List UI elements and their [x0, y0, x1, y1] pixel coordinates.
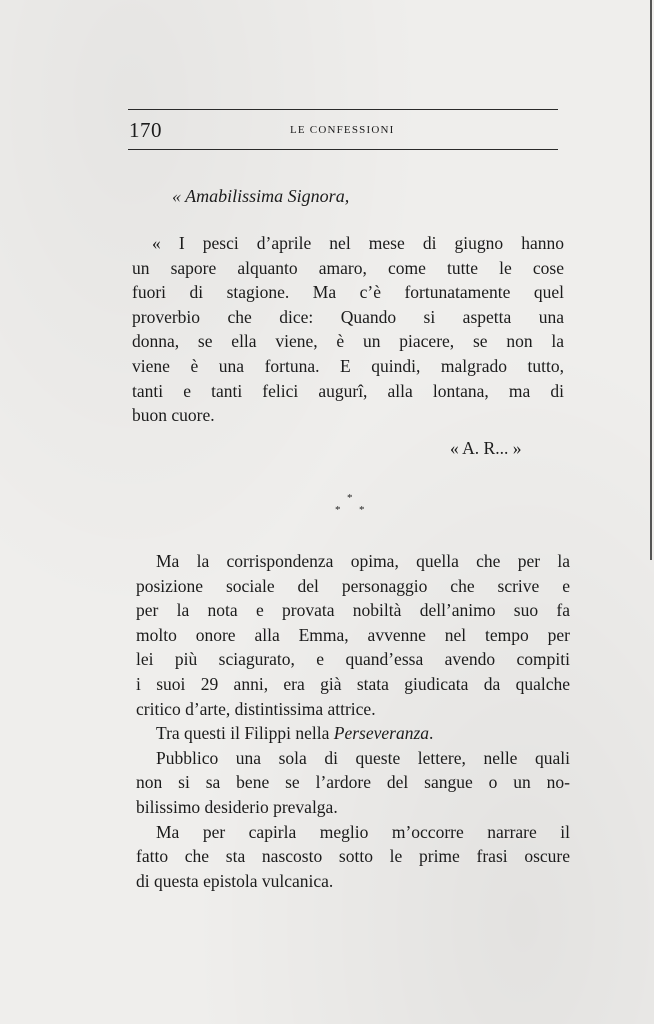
header-rule-top — [128, 109, 558, 110]
letter-line: « I pesci d’aprile nel mese di giugno hanno — [152, 233, 564, 253]
paragraph-text: . — [429, 723, 434, 744]
letter-line: donna, se ella viene, è un piacere, se non la — [132, 331, 564, 352]
paragraph-line — [136, 721, 570, 746]
paragraph-line: per la nota e provata nobiltà dell’animo suo fa — [136, 600, 570, 621]
paragraph-line: non si sa bene se l’ardore del sangue o un no- — [136, 772, 570, 793]
letter-line: buon cuore. — [132, 405, 215, 426]
newspaper-title: Perseveranza — [333, 723, 430, 744]
paragraph-line: di questa epistola vulcanica. — [136, 870, 334, 891]
letter-signature: « A. R... » — [450, 438, 522, 458]
paragraph-line: Ma la corrispondenza opima, quella che per la — [156, 551, 570, 571]
page-number: 170 — [129, 118, 162, 142]
paragraph-line: lei più sciagurato, e quand’essa avendo compiti — [136, 649, 570, 670]
paragraph-line: fatto che sta nascosto sotto le prime frasi oscure — [136, 846, 570, 867]
page-edge-shadow — [650, 0, 652, 560]
header-rule-bottom — [128, 149, 558, 150]
paragraph-line: molto onore alla Emma, avvenne nel tempo per — [136, 624, 570, 645]
paragraph-line: bilissimo desiderio prevalga. — [136, 796, 338, 817]
paragraph-line: Ma per capirla meglio m’occorre narrare il — [156, 821, 570, 842]
running-title: LE CONFESSIONI — [290, 124, 395, 136]
main-text — [136, 549, 570, 893]
paragraph-line: i suoi 29 anni, era già stata giudicata da qualche — [136, 673, 570, 694]
paragraph-line: Pubblico una sola di queste lettere, nelle quali — [156, 747, 570, 768]
section-asterism — [332, 492, 372, 522]
asterism-star: * — [335, 504, 341, 516]
letter-line: fuori di stagione. Ma c’è fortunatamente quel — [132, 282, 564, 303]
paragraph-line: posizione sociale del personaggio che scrive e — [136, 575, 570, 596]
letter-line: viene è una fortuna. E quindi, malgrado tutto, — [132, 355, 564, 376]
letter-line: tanti e tanti felici augurî, alla lontana, ma di — [132, 380, 564, 401]
letter-body — [132, 231, 564, 428]
letter-salutation: « Amabilissima Signora, — [172, 186, 350, 206]
paragraph-line: critico d’arte, distintissima attrice. — [136, 698, 376, 719]
asterism-star: * — [359, 504, 365, 516]
letter-line: proverbio che dice: Quando si aspetta una — [132, 306, 564, 327]
asterism-star: * — [347, 492, 353, 504]
paragraph-text: Tra questi il Filippi nella — [156, 723, 334, 744]
letter-line: un sapore alquanto amaro, come tutte le cose — [132, 257, 564, 278]
